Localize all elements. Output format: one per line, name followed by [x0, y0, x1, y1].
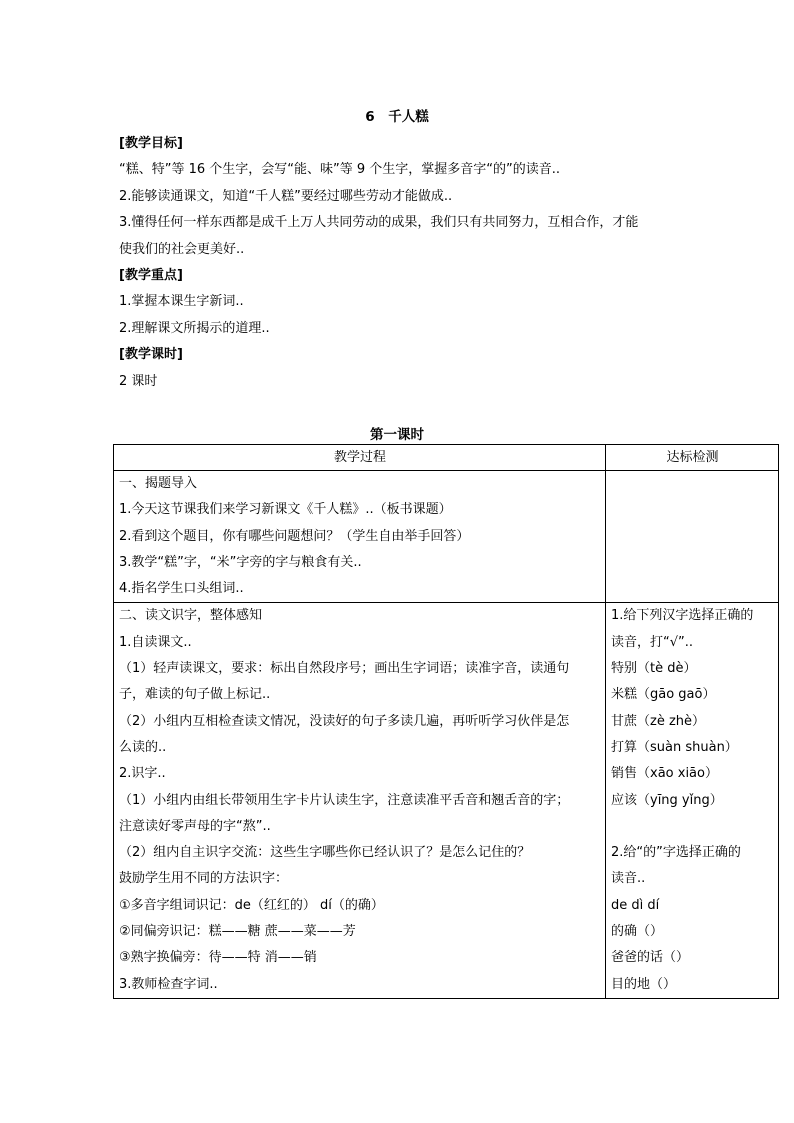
process-line: （1）轻声读课文，要求：标出自然段序号；画出生字词语；读准字音，读通句: [119, 661, 570, 677]
check-line: 米糕（gāo gaō）: [611, 687, 716, 703]
page-title: 6 千人糕: [365, 109, 429, 125]
process-line: 3.教师检查字词..: [119, 976, 218, 992]
process-line: 注意读好零声母的字“熬”..: [119, 818, 271, 834]
check-line: 读音..: [611, 871, 646, 887]
focus-item: 2.理解课文所揭示的道理..: [119, 320, 270, 336]
process-line: ③熟字换偏旁：待——特 消——销: [119, 950, 317, 966]
table-header-row: [114, 445, 779, 471]
header-check: 达标检测: [606, 445, 779, 471]
check-line: 目的地（）: [611, 976, 677, 992]
process-line: （2）组内自主识字交流：这些生字哪些你已经认识了？是怎么记住的？: [119, 845, 531, 861]
check-line: 特别（tè dè）: [611, 661, 697, 677]
process-line: 一、揭题导入: [119, 476, 198, 491]
check-line: 读音，打“√”..: [611, 634, 694, 650]
focus-heading: [教学重点]: [119, 267, 183, 283]
lesson-table: [113, 444, 779, 999]
check-line-spacer: [611, 814, 774, 840]
process-line: ②同偏旁识记：糕——糖 蔗——菜——芳: [119, 924, 356, 940]
check-line: 爸爸的话（）: [611, 950, 690, 966]
process-cell-reading: [114, 603, 606, 998]
hours-value: 2 课时: [119, 373, 158, 389]
process-line: （1）小组内由组长带领用生字卡片认读生字，注意读准平舌音和翘舌音的字；: [119, 792, 570, 808]
process-line: 1.自读课文..: [119, 634, 192, 650]
process-line: 么读的..: [119, 739, 167, 755]
header-process: 教学过程: [114, 445, 606, 471]
check-line: 1.给下列汉字选择正确的: [611, 608, 754, 624]
goal-heading: [教学目标]: [119, 136, 183, 151]
check-line: 的确（）: [611, 924, 664, 940]
check-line: 2.给“的”字选择正确的: [611, 845, 741, 861]
process-line: 2.识字..: [119, 766, 166, 782]
teaching-intro: [119, 131, 699, 395]
process-line: 二、读文识字，整体感知: [119, 608, 263, 624]
process-line: 1.今天这节课我们来学习新课文《千人糕》..（板书课题）: [119, 502, 452, 518]
check-line: de dì dí: [611, 897, 660, 913]
process-cell-intro: [114, 471, 606, 603]
table-row-intro: [114, 471, 779, 603]
hours-heading: [教学课时]: [119, 347, 183, 363]
process-line: （2）小组内互相检查读文情况，没读好的句子多读几遍，再听听学习伙伴是怎: [119, 713, 570, 729]
process-line: 3.教学“糕”字，“米”字旁的字与粮食有关..: [119, 554, 362, 570]
goal-item: 2.能够读通课文，知道“千人糕”要经过哪些劳动才能做成..: [119, 188, 453, 204]
goal-item: 3.懂得任何一样东西都是成千上万人共同劳动的成果，我们只有共同努力，互相合作，才能: [119, 215, 639, 231]
check-cell-empty: [606, 471, 779, 603]
table-row-reading: [114, 603, 779, 998]
check-cell-exercises: [606, 603, 779, 998]
check-line: 甘蔗（zè zhè）: [611, 713, 706, 729]
process-line: 2.看到这个题目，你有哪些问题想问？（学生自由举手回答）: [119, 528, 470, 544]
process-line: 子，难读的句子做上标记..: [119, 687, 271, 703]
goal-item: 使我们的社会更美好..: [119, 241, 245, 257]
check-line: 销售（xāo xiāo）: [611, 766, 718, 782]
goal-item: “糕、特”等 16 个生字，会写“能、味”等 9 个生字，掌握多音字“的”的读音..: [119, 162, 561, 178]
process-line: ①多音字组词识记：de（红红的） dí（的确）: [119, 897, 384, 913]
table-caption: 第一课时: [370, 427, 424, 443]
check-line: 打算（suàn shuàn）: [611, 739, 738, 755]
process-line: 鼓励学生用不同的方法识字：: [119, 871, 289, 887]
check-line: 应该（yīng yǐng）: [611, 792, 723, 808]
focus-item: 1.掌握本课生字新词..: [119, 294, 244, 310]
process-line: 4.指名学生口头组词..: [119, 581, 244, 597]
